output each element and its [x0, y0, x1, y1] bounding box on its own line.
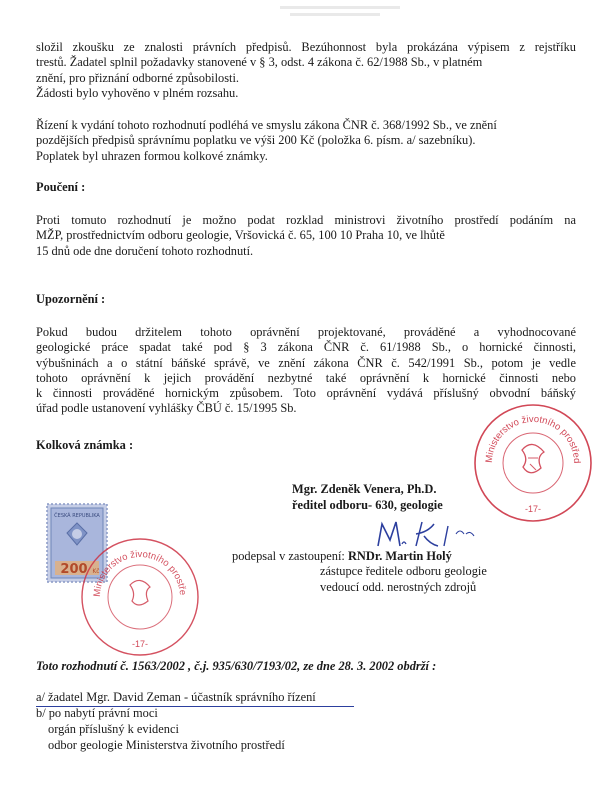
ministry-seal-right [472, 402, 594, 524]
upozorneni-line-2: geologické práce spadat také pod § 3 zákona ČNR č. 61/1988 Sb., o hornické činnosti, [36, 340, 576, 355]
upozorneni-line-1: Pokud budou držitelem tohoto oprávnění projektované, prováděné a vyhodnocované [36, 325, 576, 339]
upozorneni-line-6: úřad podle ustanovení vyhlášky ČBÚ č. 15/1995 Sb. [36, 401, 297, 416]
ministry-seal-right-graphic [472, 402, 594, 524]
deputy-name: RNDr. Martin Holý [347, 549, 452, 563]
top-paragraph [36, 40, 576, 101]
ministry-seal-left-graphic [78, 535, 202, 659]
pouceni-heading: Poučení : [36, 180, 86, 194]
top-line-2: trestů. Žadatel splnil požadavky stanovené v § 3, odst. 4 zákona č. 62/1988 Sb., v platném [36, 55, 483, 70]
svg-text:Ministerstvo životního prostře [472, 402, 582, 464]
signature-graphic [372, 516, 492, 552]
ministry-seal-left [78, 535, 202, 659]
upozorneni-heading: Upozornění : [36, 292, 106, 306]
distribution-item-b-line2: orgán příslušný k evidenci [48, 722, 179, 736]
signatory-title: ředitel odboru- 630, geologie [292, 498, 443, 512]
pouceni-paragraph [36, 213, 576, 259]
top-line-4: Žádosti bylo vyhověno v plném rozsahu. [36, 85, 239, 100]
seal-left-number: -17- [131, 639, 149, 649]
pouceni-line-2: MŽP, prostřednictvím odboru geologie, Vršovická č. 65, 100 10 Praha 10, ve lhůtě [36, 228, 445, 243]
fee-line-2: pozdějších předpisů správnímu poplatku ve výši 200 Kč (položka 6. písm. a/ sazebníku). [36, 133, 476, 148]
fee-line-1: Řízení k vydání tohoto rozhodnutí podléhá ve smyslu zákona ČNR č. 368/1992 Sb., ve znění [36, 118, 497, 132]
upozorneni-line-5: k činnosti prováděné hornickým způsobem. Toto oprávnění vydává příslušný obvodní báňský [36, 386, 576, 401]
pouceni-line-1: Proti tomuto rozhodnutí je možno podat rozklad ministrovi životního prostředí podáním na [36, 213, 576, 227]
fee-line-3: Poplatek byl uhrazen formou kolkové známky. [36, 148, 268, 163]
seal-right-number: -17- [524, 504, 542, 514]
top-line-1: složil zkoušku ze znalosti právních předpisů. Bezúhonnost byla prokázána výpisem z rejstříku [36, 40, 576, 54]
stamp-currency: Kč [92, 568, 100, 575]
handwritten-signature [372, 516, 492, 552]
distribution-header: Toto rozhodnutí č. 1563/2002 , č.j. 935/630/7193/02, ze dne 28. 3. 2002 obdrží : [36, 659, 437, 673]
deputy-role-2: vedoucí odd. nerostných zdrojů [320, 580, 477, 594]
stamp-value: 200 [60, 562, 88, 577]
deputy-line [232, 549, 452, 564]
upozorneni-line-4: tohoto oprávnění k jejich provádění nezbytné také oprávnění k hornické činnosti nebo [36, 370, 576, 385]
stamp-top-text: ČESKÁ REPUBLIKA [54, 513, 100, 519]
deputy-prefix: podepsal v zastoupení: [232, 549, 345, 563]
upozorneni-line-3: výbušninách a o státní báňské správě, ve znění zákona ČNR č. 542/1991 Sb., potom je vedle [36, 355, 576, 370]
pouceni-line-3: 15 dnů ode dne doručení tohoto rozhodnutí. [36, 243, 254, 258]
seal-right-ring-text: Ministerstvo životního prostřed [483, 413, 583, 464]
kolkova-znamka-label: Kolková známka : [36, 438, 134, 452]
fee-paragraph [36, 118, 576, 164]
signatory-name: Mgr. Zdeněk Venera, Ph.D. [292, 482, 437, 496]
bleed-through-marks [280, 2, 480, 18]
bleed-through-text [280, 2, 480, 18]
distribution-item-b: b/ po nabytí právní moci [36, 706, 158, 720]
top-line-3: znění, pro přiznání odborné způsobilosti. [36, 70, 240, 85]
distribution-item-b-line3: odbor geologie Ministerstva životního prostředí [48, 738, 285, 752]
distribution-item-a: a/ žadatel Mgr. David Zeman - účastník správního řízení [36, 690, 316, 704]
seal-left-ring-text: Ministerstvo životního prostře [91, 548, 189, 598]
deputy-role-1: zástupce ředitele odboru geologie [320, 564, 487, 578]
